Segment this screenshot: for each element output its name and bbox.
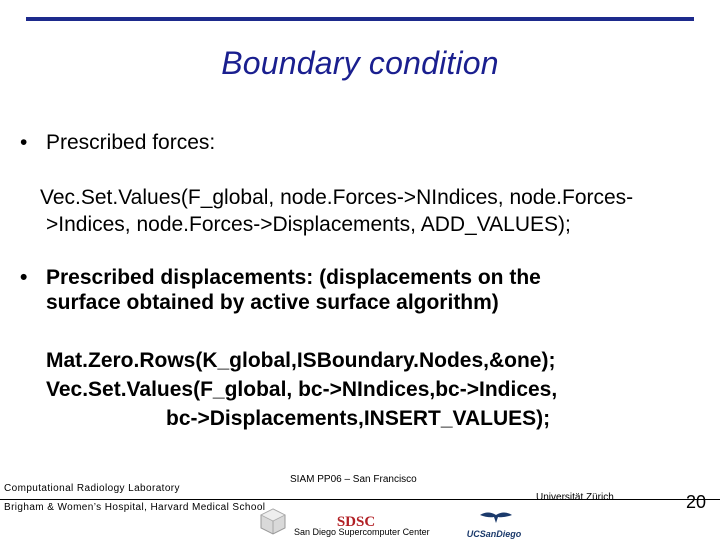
- university-label: Universität Zürich: [536, 492, 614, 503]
- eagle-logo-icon: [478, 509, 514, 525]
- sdsc-name: San Diego Supercomputer Center: [294, 527, 430, 537]
- ucsd-logo-text: UCSanDiego: [466, 529, 522, 539]
- ucsd-logo-icon: [464, 527, 524, 539]
- code-line: bc->Displacements,INSERT_VALUES);: [166, 407, 551, 430]
- bullet-icon: •: [20, 266, 28, 289]
- footer-lab: [4, 483, 265, 514]
- lab-affiliation: Brigham & Women’s Hospital, Harvard Medical School: [4, 502, 266, 513]
- code-block-forces: [40, 184, 633, 238]
- conference-label: SIAM PP06 – San Francisco: [290, 474, 417, 485]
- sdsc-logo-text: SDSC: [336, 514, 376, 530]
- lab-name: Computational Radiology Laboratory: [4, 483, 180, 494]
- code-line: Vec.Set.Values(F_global, bc->NIndices,bc->Indices,: [46, 378, 558, 401]
- code-line: Vec.Set.Values(F_global, node.Forces->NIndices, node.Forces-: [40, 186, 634, 209]
- bullet-text: Prescribed forces:: [46, 131, 216, 154]
- header-rule: [26, 17, 694, 21]
- page-number: 20: [686, 492, 707, 512]
- slide-title: Boundary condition: [221, 45, 499, 81]
- cube-logo-icon: [258, 506, 288, 536]
- code-line: Mat.Zero.Rows(K_global,ISBoundary.Nodes,&one);: [46, 349, 556, 372]
- code-block-displacements: [46, 346, 557, 433]
- bullet-text-line1: Prescribed displacements: (displacements on the: [46, 266, 541, 289]
- code-line: >Indices, node.Forces->Displacements, ADD_VALUES);: [46, 213, 571, 236]
- bullet-text-line2: surface obtained by active surface algorithm): [46, 291, 499, 314]
- bullet-icon: •: [20, 131, 28, 154]
- bullet-text: [46, 265, 541, 315]
